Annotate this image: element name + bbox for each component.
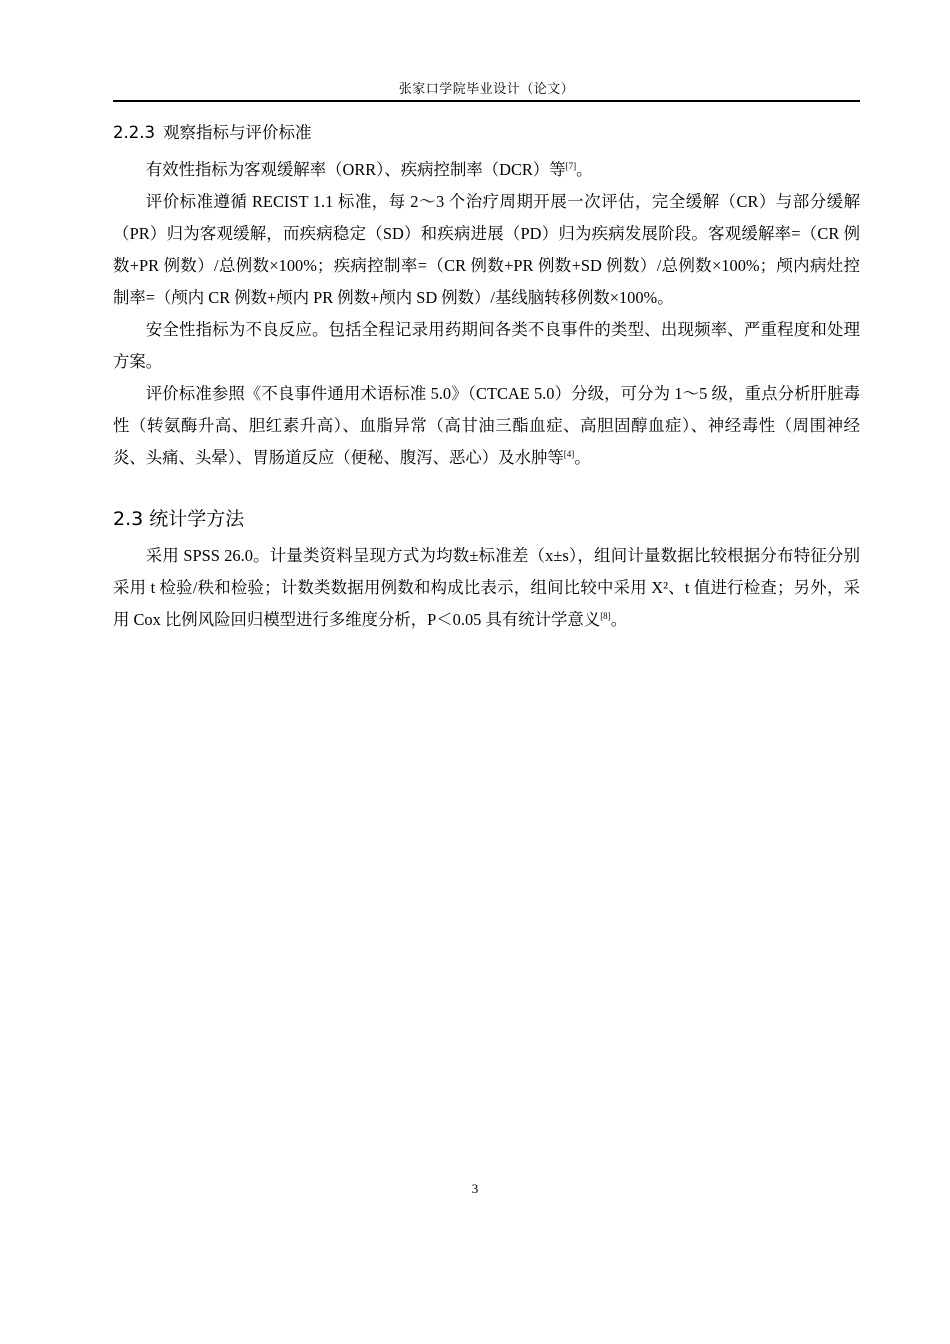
recist-paragraph: 评价标准遵循 RECIST 1.1 标准，每 2～3 个治疗周期开展一次评估，完全缓解（CR）与部分缓解（PR）归为客观缓解，而疾病稳定（SD）和疾病进展（PD）归为疾病发展阶段。客观缓解率=（CR 例数+PR 例数）/总例数×100%；疾病控制率=（CR 例数+PR 例数+SD 例数）/总例数×100%；颅内病灶控制率=（颅内 CR 例数+颅内 PR 例数+颅内 SD 例数）/基线脑转移例数×100%。 — [113, 192, 860, 307]
sentence-end: 。 — [574, 448, 591, 467]
safety-paragraph: 安全性指标为不良反应。包括全程记录用药期间各类不良事件的类型、出现频率、严重程度和处理方案。 — [113, 320, 860, 371]
statistics-paragraph — [113, 540, 860, 636]
sentence-end: 。 — [576, 160, 593, 179]
section-223-title: 观察指标与评价标准 — [162, 123, 312, 142]
running-header: 张家口学院毕业设计（论文） — [398, 81, 575, 96]
citation-ref: [7] — [565, 161, 577, 171]
citation-ref: [4] — [563, 449, 575, 459]
page-number: 3 — [471, 1181, 479, 1196]
page-content — [113, 118, 860, 636]
section-23-heading: 2.3 统计学方法 — [113, 508, 245, 530]
header-rule — [113, 100, 860, 102]
efficacy-paragraph — [113, 154, 860, 186]
ctcae-paragraph — [113, 378, 860, 474]
sentence-end: 。 — [610, 610, 628, 629]
ctcae-text: 评价标准参照《不良事件通用术语标准 5.0》（CTCAE 5.0）分级，可分为 1～5 级，重点分析肝脏毒性（转氨酶升高、胆红素升高）、血脂异常（高甘油三酯血症、高胆固醇血症）、神经毒性（周围神经炎、头痛、头晕）、胃肠道反应（便秘、腹泻、恶心）及水肿等 — [113, 384, 860, 467]
section-223-heading — [113, 118, 860, 148]
citation-ref: [8] — [600, 611, 611, 621]
efficacy-text: 有效性指标为客观缓解率（ORR）、疾病控制率（DCR）等 — [145, 160, 566, 179]
section-223-number: 2.2.3 — [113, 123, 155, 142]
statistics-text: 采用 SPSS 26.0。计量类资料呈现方式为均数±标准差（x±s），组间计量数据比较根据分布特征分别采用 t 检验/秩和检验；计数类数据用例数和构成比表示，组间比较中采用 X²、t 值进行检查；另外，采用 Cox 比例风险回归模型进行多维度分析，P＜0.05 具有统计学意义 — [113, 546, 860, 629]
